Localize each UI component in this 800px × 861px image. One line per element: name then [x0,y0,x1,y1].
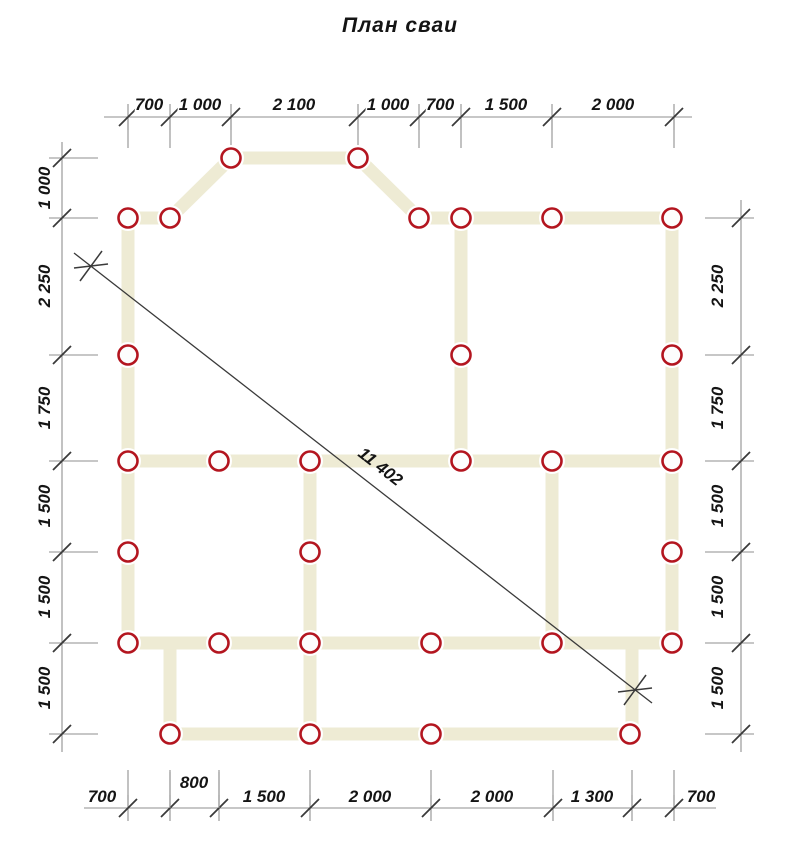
dim-label-bottom-6: 700 [686,787,716,806]
pile-marker [210,634,229,653]
dim-label-right-1: 1 750 [708,386,727,430]
dim-label-bottom-1: 800 [179,773,209,792]
pile-marker [161,209,180,228]
pile-marker [410,209,429,228]
pile-marker [119,634,138,653]
dim-label-right-3: 1 500 [708,575,727,619]
pile-marker [119,543,138,562]
page-title: План сваи [342,14,458,37]
dim-label-top-2: 2 100 [272,95,316,114]
dim-chain-left [35,142,98,752]
dim-label-left-1: 2 250 [35,264,54,308]
dim-label-right-2: 1 500 [708,484,727,528]
dim-label-top-5: 1 500 [484,95,528,114]
pile-marker [621,725,640,744]
dim-label-top-4: 700 [425,95,455,114]
pile-marker [301,543,320,562]
dim-label-left-2: 1 750 [35,386,54,430]
pile-marker [301,725,320,744]
dim-label-left-0: 1 000 [35,166,54,210]
pile-marker [301,634,320,653]
pile-marker [222,149,241,168]
dim-label-bottom-4: 2 000 [470,787,514,806]
dim-label-bottom-3: 2 000 [348,787,392,806]
dim-label-right-4: 1 500 [708,666,727,710]
dim-chain-top [104,95,692,148]
pile-marker [543,452,562,471]
pile-marker [452,452,471,471]
dim-label-bottom-2: 1 500 [242,787,286,806]
pile-marker [119,209,138,228]
dim-label-top-6: 2 000 [591,95,635,114]
pile-marker [349,149,368,168]
dim-label-top-0: 700 [134,95,164,114]
pile-marker [663,543,682,562]
dim-label-left-5: 1 500 [35,666,54,710]
dim-label-top-3: 1 000 [366,95,410,114]
pile-marker [161,725,180,744]
pile-marker [422,634,441,653]
dim-label-bottom-5: 1 300 [570,787,614,806]
pile-marker [210,452,229,471]
piles-layer [115,145,685,747]
dim-label-left-3: 1 500 [35,484,54,528]
pile-marker [663,346,682,365]
pile-marker [543,209,562,228]
pile-marker [663,209,682,228]
pile-marker [301,452,320,471]
dim-label-right-0: 2 250 [708,264,727,308]
dim-label-bottom-0: 700 [87,787,117,806]
pile-marker [543,634,562,653]
dim-label-top-1: 1 000 [178,95,222,114]
pile-marker [452,346,471,365]
dim-label-left-4: 1 500 [35,575,54,619]
pile-marker [663,452,682,471]
pile-marker [422,725,441,744]
pile-marker [663,634,682,653]
dim-chain-bottom [84,770,716,821]
pile-marker [119,346,138,365]
pile-marker [119,452,138,471]
dim-chain-right [705,200,754,752]
diagonal-length-label: 11 402 [354,443,407,490]
pile-marker [452,209,471,228]
